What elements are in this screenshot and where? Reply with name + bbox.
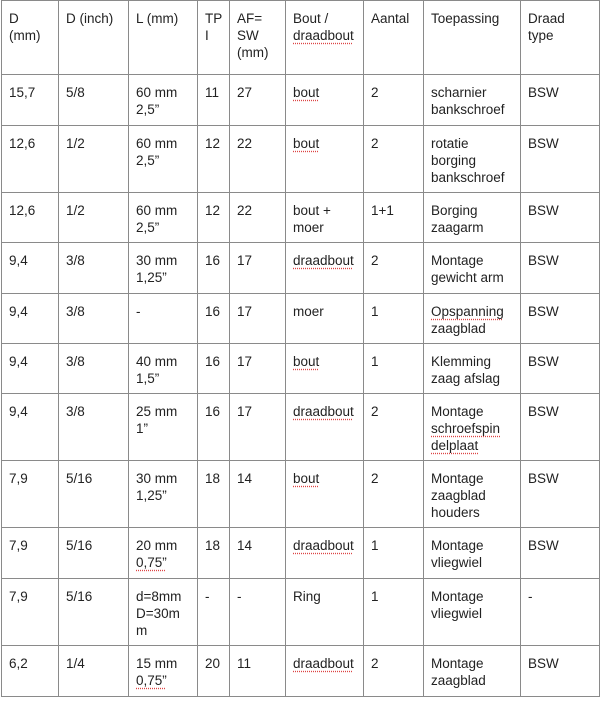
cell-col-draad-type	[521, 528, 600, 579]
cell-col-bout	[286, 461, 364, 528]
cell-col-bout	[286, 126, 364, 193]
cell-text-line: rotatie	[431, 136, 469, 151]
cell-text-line: bout	[293, 471, 320, 486]
cell-col-d-mm	[2, 579, 59, 646]
cell-col-aantal	[364, 461, 424, 528]
cell-text-line: 1”	[136, 421, 149, 436]
cell-text-line: TP	[205, 11, 223, 26]
cell-text-line: 1	[371, 538, 379, 553]
cell-text-line: 2	[371, 404, 379, 419]
cell-col-aantal	[364, 646, 424, 697]
cell-text-line: 1/2	[66, 203, 85, 218]
cell-text-line: 9,4	[9, 354, 28, 369]
cell-text-line: 30 mm	[136, 253, 178, 268]
cell-text-line: zaag afslag	[431, 371, 501, 386]
cell-text-line: 15 mm	[136, 656, 178, 671]
cell-col-toepassing	[424, 243, 521, 294]
cell-text-line: 15,7	[9, 85, 36, 100]
cell-text-line: 2	[371, 471, 379, 486]
cell-text-line: 14	[237, 471, 253, 486]
cell-col-bout	[286, 394, 364, 461]
cell-col-tpi	[198, 394, 230, 461]
header-col-bout	[286, 1, 364, 75]
table-row	[2, 243, 600, 294]
cell-col-draad-type	[521, 579, 600, 646]
cell-text-line: Toepassing	[431, 11, 500, 26]
cell-text-line: d=8mm	[136, 589, 182, 604]
cell-text-line: BSW	[528, 85, 559, 100]
cell-text-line: 2,5”	[136, 220, 160, 235]
cell-text-line: Draad	[528, 11, 565, 26]
cell-col-l-mm	[129, 646, 198, 697]
cell-text-line: 22	[237, 203, 253, 218]
cell-text-line: 11	[205, 85, 220, 100]
cell-text-line: Bout /	[293, 11, 329, 26]
cell-col-l-mm	[129, 294, 198, 344]
cell-text-line: draadbout	[293, 253, 354, 268]
cell-col-bout	[286, 193, 364, 243]
cell-col-d-inch	[59, 294, 129, 344]
cell-text-line: BSW	[528, 253, 559, 268]
cell-col-l-mm	[129, 461, 198, 528]
bolt-spec-table	[1, 0, 600, 697]
cell-text-line: bout	[293, 85, 320, 100]
cell-text-line: 18	[205, 471, 221, 486]
cell-col-d-inch	[59, 528, 129, 579]
cell-text-line: 2	[371, 136, 379, 151]
cell-col-d-inch	[59, 126, 129, 193]
cell-text-line: 17	[237, 253, 253, 268]
cell-col-tpi	[198, 294, 230, 344]
cell-text-line: 1	[371, 304, 379, 319]
cell-text-line: 12,6	[9, 136, 36, 151]
header-col-l-mm	[129, 1, 198, 75]
cell-text-line: 7,9	[9, 471, 28, 486]
cell-text-line: Opspanning	[431, 304, 504, 319]
cell-col-aantal	[364, 344, 424, 394]
cell-text-line: 20 mm	[136, 538, 178, 553]
table-row	[2, 579, 600, 646]
cell-text-line: Montage	[431, 538, 484, 553]
cell-text-line: 2	[371, 656, 379, 671]
cell-text-line: Montage	[431, 656, 484, 671]
cell-text-line: 1,25”	[136, 270, 167, 285]
cell-col-d-mm	[2, 344, 59, 394]
cell-text-line: AF=	[237, 11, 263, 26]
cell-text-line: BSW	[528, 538, 559, 553]
cell-col-d-inch	[59, 461, 129, 528]
table-row	[2, 646, 600, 697]
cell-col-toepassing	[424, 528, 521, 579]
cell-text-line: BSW	[528, 136, 559, 151]
table-row	[2, 75, 600, 126]
cell-text-line: bankschroef	[431, 102, 505, 117]
cell-text-line: schroefspin	[431, 421, 501, 436]
cell-col-tpi	[198, 344, 230, 394]
cell-text-line: -	[237, 589, 242, 604]
cell-text-line: Montage	[431, 404, 484, 419]
cell-col-l-mm	[129, 344, 198, 394]
cell-text-line: bankschroef	[431, 170, 505, 185]
cell-text-line: 16	[205, 253, 221, 268]
cell-col-d-inch	[59, 243, 129, 294]
cell-col-l-mm	[129, 579, 198, 646]
cell-col-aantal	[364, 579, 424, 646]
cell-text-line: 60 mm	[136, 203, 178, 218]
cell-text-line: zaagblad	[431, 321, 486, 336]
table-row	[2, 394, 600, 461]
cell-text-line: 17	[237, 404, 253, 419]
cell-col-bout	[286, 294, 364, 344]
cell-text-line: 16	[205, 404, 221, 419]
cell-text-line: 12,6	[9, 203, 36, 218]
table-row	[2, 294, 600, 344]
cell-text-line: BSW	[528, 404, 559, 419]
cell-text-line: 1/2	[66, 136, 85, 151]
table-row	[2, 193, 600, 243]
table-row	[2, 461, 600, 528]
cell-text-line: D=30m	[136, 606, 180, 621]
cell-text-line: m	[136, 623, 148, 638]
cell-col-af-sw	[230, 344, 286, 394]
cell-text-line: gewicht arm	[431, 270, 504, 285]
cell-text-line: 60 mm	[136, 136, 178, 151]
cell-col-af-sw	[230, 193, 286, 243]
cell-col-d-mm	[2, 294, 59, 344]
cell-text-line: 17	[237, 304, 253, 319]
cell-text-line: 16	[205, 304, 221, 319]
cell-text-line: 5/8	[66, 85, 85, 100]
cell-text-line: 16	[205, 354, 221, 369]
cell-text-line: -	[205, 589, 210, 604]
cell-text-line: scharnier	[431, 85, 487, 100]
cell-col-draad-type	[521, 126, 600, 193]
cell-col-draad-type	[521, 646, 600, 697]
cell-col-af-sw	[230, 394, 286, 461]
cell-text-line: Klemming	[431, 354, 492, 369]
cell-col-toepassing	[424, 294, 521, 344]
cell-col-bout	[286, 579, 364, 646]
cell-text-line: 9,4	[9, 304, 28, 319]
cell-text-line: 3/8	[66, 354, 85, 369]
cell-text-line: 60 mm	[136, 85, 178, 100]
cell-text-line: 1,5”	[136, 371, 160, 386]
cell-col-l-mm	[129, 243, 198, 294]
cell-text-line: Ring	[293, 589, 321, 604]
cell-text-line: 18	[205, 538, 221, 553]
cell-text-line: BSW	[528, 656, 559, 671]
table-body	[2, 75, 600, 697]
cell-text-line: 20	[205, 656, 221, 671]
cell-col-toepassing	[424, 75, 521, 126]
cell-text-line: 5/16	[66, 471, 93, 486]
cell-col-d-inch	[59, 344, 129, 394]
cell-text-line: bout	[293, 354, 320, 369]
cell-col-af-sw	[230, 646, 286, 697]
cell-text-line: 9,4	[9, 253, 28, 268]
cell-col-draad-type	[521, 294, 600, 344]
cell-text-line: 1/4	[66, 656, 85, 671]
cell-col-tpi	[198, 126, 230, 193]
cell-col-af-sw	[230, 126, 286, 193]
cell-text-line: 40 mm	[136, 354, 178, 369]
cell-text-line: BSW	[528, 203, 559, 218]
cell-text-line: L (mm)	[136, 11, 179, 26]
cell-text-line: 2	[371, 253, 379, 268]
cell-text-line: draadbout	[293, 404, 354, 419]
cell-col-tpi	[198, 579, 230, 646]
cell-text-line: 0,75”	[136, 673, 167, 688]
cell-text-line: (mm)	[237, 45, 269, 60]
cell-col-af-sw	[230, 579, 286, 646]
cell-text-line: 7,9	[9, 538, 28, 553]
cell-text-line: moer	[293, 304, 324, 319]
header-row	[2, 1, 600, 75]
cell-text-line: delplaat	[431, 438, 479, 453]
cell-text-line: 12	[205, 203, 221, 218]
cell-col-toepassing	[424, 193, 521, 243]
cell-text-line: 5/16	[66, 589, 93, 604]
cell-col-aantal	[364, 528, 424, 579]
header-col-af-sw	[230, 1, 286, 75]
cell-text-line: 1+1	[371, 203, 394, 218]
cell-col-toepassing	[424, 344, 521, 394]
cell-text-line: moer	[293, 220, 324, 235]
cell-col-l-mm	[129, 528, 198, 579]
cell-col-aantal	[364, 75, 424, 126]
cell-col-tpi	[198, 646, 230, 697]
cell-text-line: vliegwiel	[431, 606, 483, 621]
cell-text-line: 3/8	[66, 404, 85, 419]
cell-text-line: 7,9	[9, 589, 28, 604]
cell-col-aantal	[364, 394, 424, 461]
cell-col-toepassing	[424, 579, 521, 646]
cell-text-line: BSW	[528, 471, 559, 486]
header-col-toepassing	[424, 1, 521, 75]
cell-text-line: 2	[371, 85, 379, 100]
cell-text-line: 11	[237, 656, 252, 671]
cell-col-d-mm	[2, 394, 59, 461]
cell-text-line: D (inch)	[66, 11, 114, 26]
cell-col-aantal	[364, 126, 424, 193]
cell-col-draad-type	[521, 394, 600, 461]
table-row	[2, 528, 600, 579]
cell-text-line: 17	[237, 354, 253, 369]
cell-text-line: 0,75”	[136, 555, 167, 570]
cell-col-l-mm	[129, 75, 198, 126]
cell-col-d-mm	[2, 243, 59, 294]
cell-text-line: -	[136, 304, 141, 319]
cell-text-line: I	[205, 28, 209, 43]
header-col-tpi	[198, 1, 230, 75]
cell-text-line: zaagblad	[431, 488, 486, 503]
cell-col-tpi	[198, 75, 230, 126]
cell-text-line: vliegwiel	[431, 555, 483, 570]
cell-col-toepassing	[424, 394, 521, 461]
header-col-d-mm	[2, 1, 59, 75]
cell-col-d-mm	[2, 646, 59, 697]
cell-text-line: draadbout	[293, 28, 354, 43]
table-row	[2, 344, 600, 394]
cell-text-line: bout +	[293, 203, 331, 218]
cell-col-d-inch	[59, 646, 129, 697]
cell-text-line: draadbout	[293, 656, 354, 671]
cell-col-draad-type	[521, 461, 600, 528]
cell-col-draad-type	[521, 344, 600, 394]
cell-col-l-mm	[129, 394, 198, 461]
cell-col-tpi	[198, 461, 230, 528]
cell-col-aantal	[364, 243, 424, 294]
cell-text-line: 9,4	[9, 404, 28, 419]
cell-text-line: 25 mm	[136, 404, 178, 419]
cell-text-line: draadbout	[293, 538, 354, 553]
cell-col-af-sw	[230, 75, 286, 126]
cell-col-d-mm	[2, 528, 59, 579]
cell-col-aantal	[364, 193, 424, 243]
cell-text-line: 3/8	[66, 304, 85, 319]
cell-col-bout	[286, 75, 364, 126]
cell-col-toepassing	[424, 646, 521, 697]
cell-col-tpi	[198, 243, 230, 294]
cell-text-line: SW	[237, 28, 259, 43]
cell-col-tpi	[198, 193, 230, 243]
cell-text-line: bout	[293, 136, 320, 151]
cell-col-d-mm	[2, 461, 59, 528]
cell-text-line: type	[528, 28, 554, 43]
cell-text-line: 5/16	[66, 538, 93, 553]
cell-text-line: 14	[237, 538, 253, 553]
cell-col-d-inch	[59, 75, 129, 126]
cell-col-toepassing	[424, 461, 521, 528]
cell-text-line: zaagarm	[431, 220, 484, 235]
cell-col-d-inch	[59, 394, 129, 461]
cell-col-d-mm	[2, 75, 59, 126]
cell-text-line: -	[528, 589, 533, 604]
cell-col-tpi	[198, 528, 230, 579]
cell-text-line: 22	[237, 136, 253, 151]
header-col-draad-type	[521, 1, 600, 75]
cell-text-line: 6,2	[9, 656, 28, 671]
cell-col-draad-type	[521, 75, 600, 126]
cell-text-line: D	[9, 11, 19, 26]
cell-text-line: zaagblad	[431, 673, 486, 688]
cell-text-line: borging	[431, 153, 477, 168]
cell-text-line: BSW	[528, 304, 559, 319]
cell-col-l-mm	[129, 193, 198, 243]
cell-col-af-sw	[230, 294, 286, 344]
cell-text-line: 12	[205, 136, 221, 151]
cell-col-d-inch	[59, 193, 129, 243]
cell-text-line: 1	[371, 354, 379, 369]
cell-text-line: 27	[237, 85, 253, 100]
cell-text-line: 3/8	[66, 253, 85, 268]
cell-col-draad-type	[521, 243, 600, 294]
cell-text-line: 1	[371, 589, 379, 604]
cell-col-d-mm	[2, 126, 59, 193]
cell-col-l-mm	[129, 126, 198, 193]
cell-text-line: 2,5”	[136, 102, 160, 117]
cell-col-af-sw	[230, 243, 286, 294]
cell-col-bout	[286, 243, 364, 294]
cell-col-d-mm	[2, 193, 59, 243]
cell-col-af-sw	[230, 461, 286, 528]
cell-text-line: Aantal	[371, 11, 410, 26]
header-col-aantal	[364, 1, 424, 75]
cell-col-bout	[286, 344, 364, 394]
cell-col-af-sw	[230, 528, 286, 579]
cell-text-line: 30 mm	[136, 471, 178, 486]
cell-col-toepassing	[424, 126, 521, 193]
cell-text-line: houders	[431, 505, 480, 520]
cell-text-line: (mm)	[9, 28, 41, 43]
header-col-d-inch	[59, 1, 129, 75]
cell-col-draad-type	[521, 193, 600, 243]
table-row	[2, 126, 600, 193]
cell-col-bout	[286, 528, 364, 579]
cell-text-line: 1,25”	[136, 488, 167, 503]
cell-text-line: Borging	[431, 203, 478, 218]
cell-text-line: Montage	[431, 253, 484, 268]
cell-col-bout	[286, 646, 364, 697]
cell-text-line: Montage	[431, 589, 484, 604]
cell-text-line: Montage	[431, 471, 484, 486]
cell-text-line: BSW	[528, 354, 559, 369]
cell-col-aantal	[364, 294, 424, 344]
cell-text-line: 2,5”	[136, 153, 160, 168]
cell-col-d-inch	[59, 579, 129, 646]
